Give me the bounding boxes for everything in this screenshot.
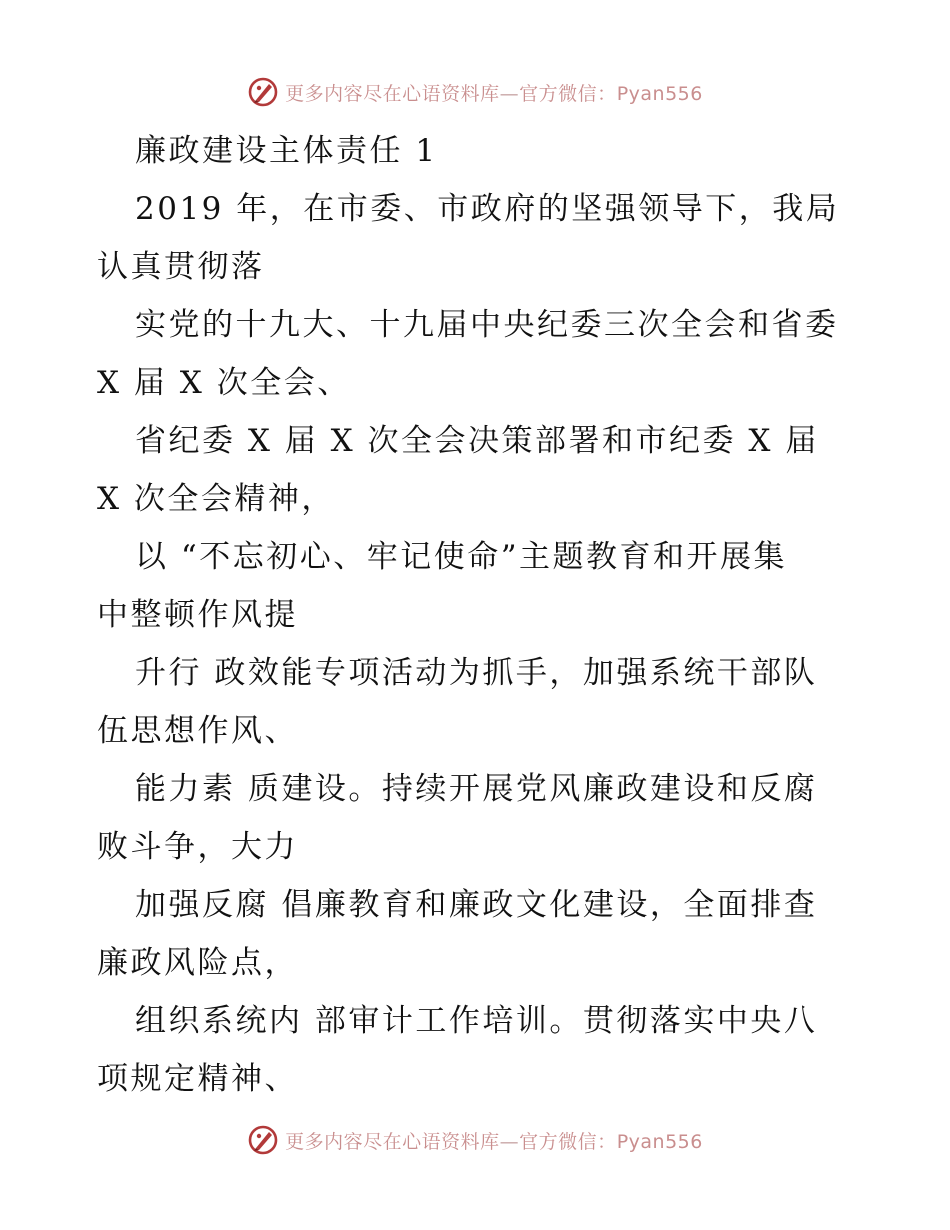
paragraph-line: 省纪委 X 届 X 次全会决策部署和市纪委 X 届 xyxy=(135,423,819,459)
paragraph-line: 能力素 质建设。持续开展党风廉政建设和反腐 xyxy=(135,771,818,807)
watermark-contact-id: Pyan556 xyxy=(616,1130,703,1153)
watermark-slogan: 更多内容尽在心语资料库 xyxy=(285,82,500,105)
paragraph-line: 项规定精神、 xyxy=(97,1061,298,1097)
footer-watermark xyxy=(0,1120,950,1160)
watermark-text xyxy=(285,1127,703,1154)
paragraph-line: 认真贯彻落 xyxy=(97,249,265,285)
paragraph-line: 升行 政效能专项活动为抓手，加强系统干部队 xyxy=(135,655,818,691)
watermark-separator: — xyxy=(499,1130,520,1153)
paragraph-line: X 届 X 次全会、 xyxy=(97,365,351,401)
document-title: 廉政建设主体责任 1 xyxy=(135,133,438,169)
paragraph-line: 以 “不忘初心、牢记使命”主题教育和开展集 xyxy=(135,539,788,575)
watermark-slogan: 更多内容尽在心语资料库 xyxy=(285,1130,500,1153)
watermark-contact-label: 官方微信： xyxy=(519,1130,617,1153)
paragraph-line: 加强反腐 倡廉教育和廉政文化建设，全面排查 xyxy=(135,887,818,923)
watermark-contact-id: Pyan556 xyxy=(616,82,703,105)
watermark-contact-label: 官方微信： xyxy=(519,82,617,105)
paragraph-line: 伍思想作风、 xyxy=(97,713,298,749)
paragraph-line: 2019 年，在市委、市政府的坚强领导下，我局 xyxy=(135,191,840,227)
quill-pen-logo-icon xyxy=(247,76,279,108)
quill-pen-logo-icon xyxy=(247,1124,279,1156)
paragraph-line: 中整顿作风提 xyxy=(97,597,298,633)
header-watermark xyxy=(0,72,950,112)
paragraph-line: 败斗争，大力 xyxy=(97,829,298,865)
paragraph-line: X 次全会精神， xyxy=(97,481,335,517)
document-body xyxy=(97,122,857,1108)
paragraph-line: 实党的十九大、十九届中央纪委三次全会和省委 xyxy=(135,307,839,343)
paragraph-line: 廉政风险点， xyxy=(97,945,298,981)
watermark-text xyxy=(285,79,703,106)
watermark-separator: — xyxy=(499,82,520,105)
paragraph-line: 组织系统内 部审计工作培训。贯彻落实中央八 xyxy=(135,1003,818,1039)
